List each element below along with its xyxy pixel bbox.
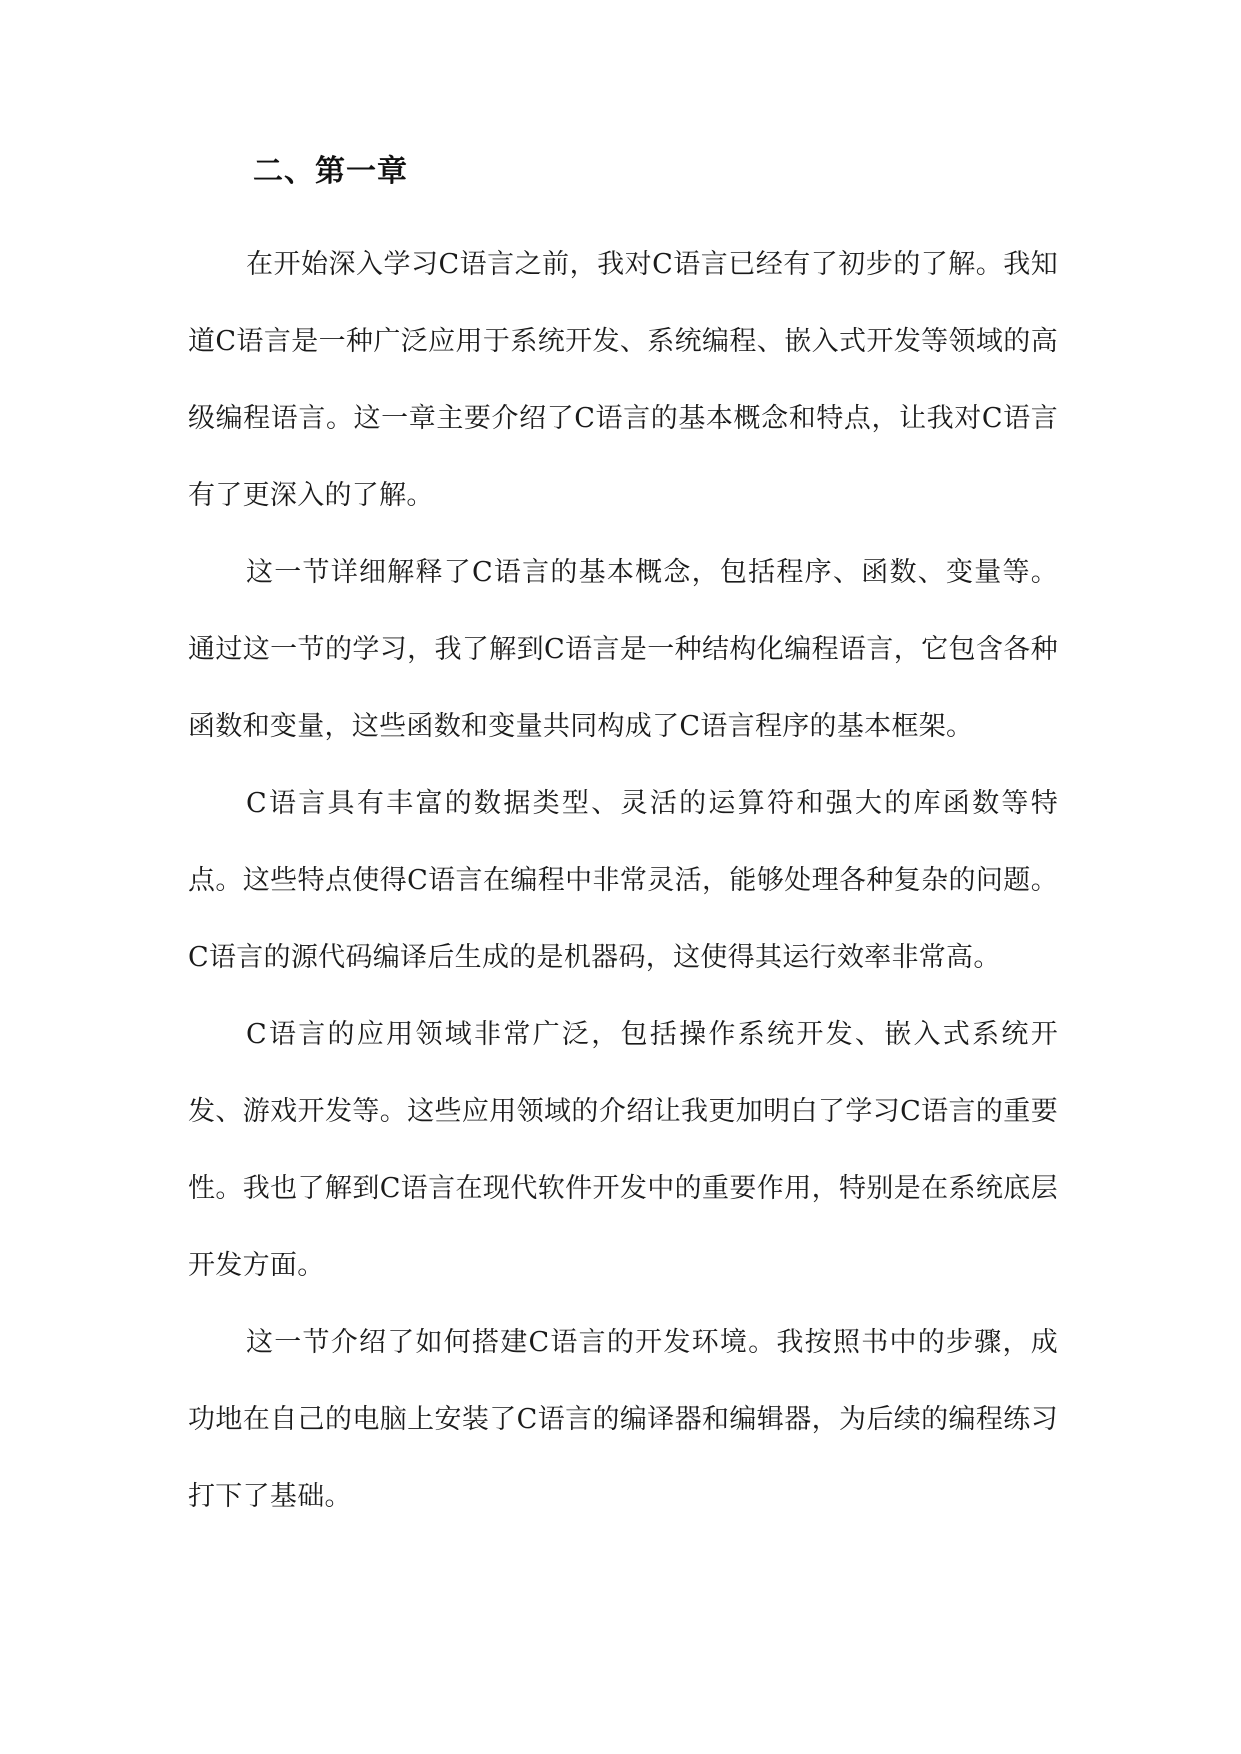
paragraph-intro: 在开始深入学习C语言之前，我对C语言已经有了初步的了解。我知道C语言是一种广泛应用于系统开发、系统编程、嵌入式开发等领域的高级编程语言。这一章主要介绍了C语言的基本概念和特点，让我对C语言有了更深入的了解。: [188, 249, 1058, 511]
document-body: [188, 226, 1058, 1535]
paragraph-applications: C语言的应用领域非常广泛，包括操作系统开发、嵌入式系统开发、游戏开发等。这些应用领域的介绍让我更加明白了学习C语言的重要性。我也了解到C语言在现代软件开发中的重要作用，特别是在系统底层开发方面。: [188, 1019, 1058, 1281]
paragraph-features: C语言具有丰富的数据类型、灵活的运算符和强大的库函数等特点。这些特点使得C语言在编程中非常灵活，能够处理各种复杂的问题。C语言的源代码编译后生成的是机器码，这使得其运行效率非常高。: [188, 788, 1058, 973]
chapter-heading: 二、第一章: [253, 154, 408, 189]
paragraph-basic-concepts: 这一节详细解释了C语言的基本概念，包括程序、函数、变量等。通过这一节的学习，我了解到C语言是一种结构化编程语言，它包含各种函数和变量，这些函数和变量共同构成了C语言程序的基本框架。: [188, 557, 1058, 742]
paragraph-dev-environment: 这一节介绍了如何搭建C语言的开发环境。我按照书中的步骤，成功地在自己的电脑上安装了C语言的编译器和编辑器，为后续的编程练习打下了基础。: [188, 1327, 1058, 1512]
